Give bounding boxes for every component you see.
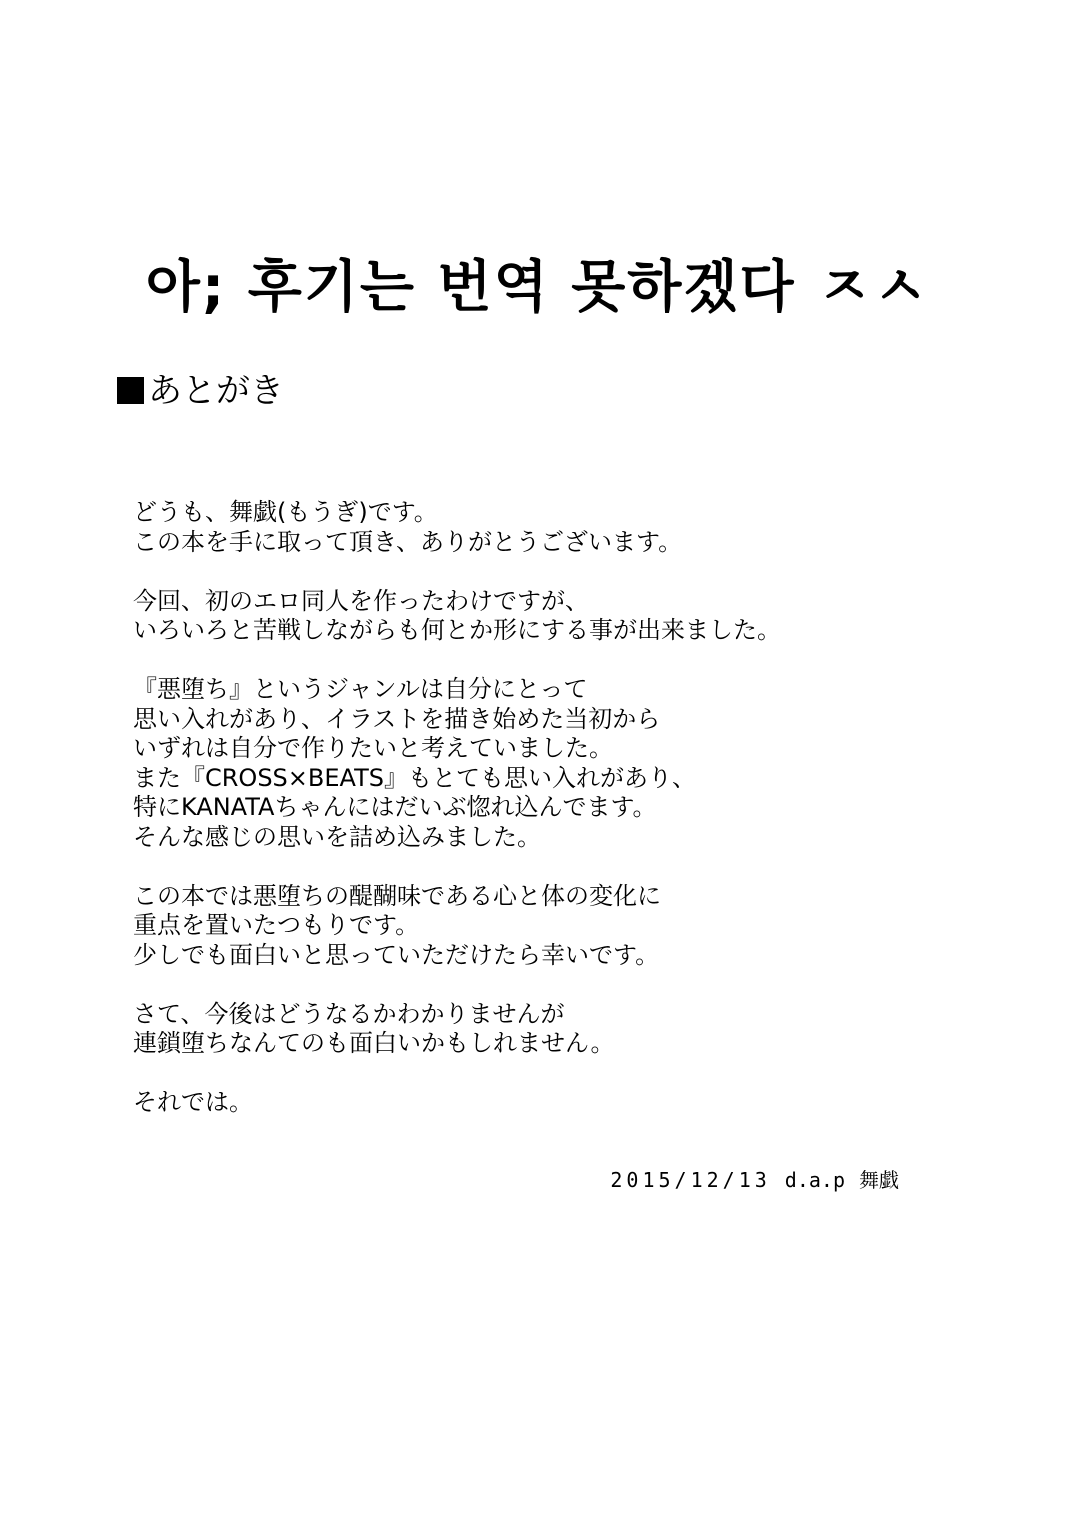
signature-date: 2015/12/13 xyxy=(610,1168,771,1192)
signature-author: 舞戯 xyxy=(859,1168,899,1192)
text-line: 連鎖堕ちなんてのも面白いかもしれません。 xyxy=(133,1029,615,1057)
text-line: この本では悪堕ちの醍醐味である心と体の変化に xyxy=(133,881,661,910)
signature-circle-name: d.a.p xyxy=(784,1168,845,1192)
text-line: この本を手に取って頂き、ありがとうございます。 xyxy=(133,527,683,556)
text-line: いろいろと苦戦しながらも何とか形にする事が出来ました。 xyxy=(133,616,781,644)
text-line: 『悪堕ち』というジャンルは自分にとって xyxy=(133,675,588,703)
text-line: いずれは自分で作りたいと考えていました。 xyxy=(133,734,613,762)
text-line: 今回、初のエロ同人を作ったわけですが、 xyxy=(133,586,589,615)
text-line: また『CROSS×BEATS』もとても思い入れがあり、 xyxy=(133,763,696,792)
paragraph xyxy=(133,1000,933,1059)
text-line: さて、今後はどうなるかわかりませんが xyxy=(133,999,565,1028)
text-line: 少しでも面白いと思っていただけたら幸いです。 xyxy=(133,940,660,969)
paragraph xyxy=(133,587,933,646)
afterword-body xyxy=(133,498,933,1147)
afterword-heading-text: あとがき xyxy=(148,371,284,411)
afterword-heading xyxy=(117,366,284,416)
translator-note: 아; 후기는 번역 못하겠다 ㅈㅅ xyxy=(145,255,930,320)
text-line: 特にKANATAちゃんにはだいぶ惚れ込んでます。 xyxy=(133,793,657,821)
paragraph xyxy=(133,1088,933,1118)
paragraph xyxy=(133,498,933,557)
paragraph xyxy=(133,882,933,971)
text-line: どうも、舞戯(もうぎ)です。 xyxy=(133,498,438,526)
text-line: 重点を置いたつもりです。 xyxy=(133,911,420,939)
paragraph xyxy=(133,675,933,852)
text-line: 思い入れがあり、イラストを描き始めた当初から xyxy=(133,704,661,733)
black-square-bullet-icon xyxy=(117,377,144,404)
text-line: それでは。 xyxy=(133,1088,253,1116)
signature xyxy=(610,1164,899,1196)
text-line: そんな感じの思いを詰め込みました。 xyxy=(133,822,541,851)
